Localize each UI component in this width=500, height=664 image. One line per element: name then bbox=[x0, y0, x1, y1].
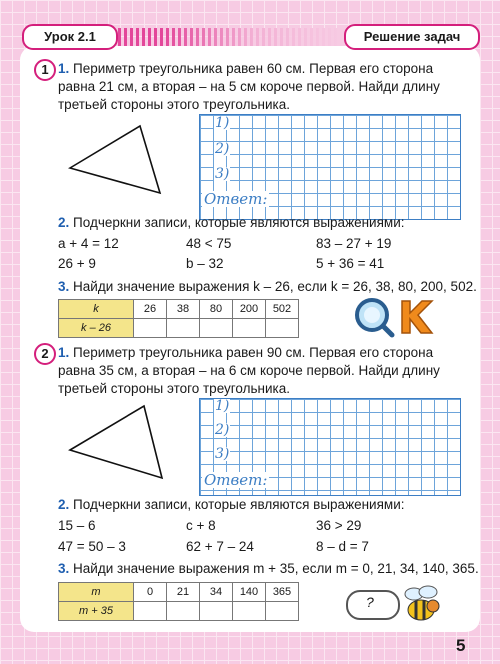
s2-task3-text: 3. Найди значение выражения m + 35, если m = 0, 21, 34, 140, 365. bbox=[58, 561, 479, 576]
s2-table-answer-cell[interactable] bbox=[167, 602, 200, 621]
s2-table-answer-cell[interactable] bbox=[134, 602, 167, 621]
s1-table-answer-cell[interactable] bbox=[134, 319, 167, 338]
s2-table-answer-cell[interactable] bbox=[200, 602, 233, 621]
s1-task1-line1: 1. Периметр треугольника равен 60 см. Первая его сторона bbox=[58, 61, 434, 76]
s1-triangle bbox=[66, 120, 166, 200]
s1-task3-text: 3. Найди значение выражения k – 26, если k = 26, 38, 80, 200, 502. bbox=[58, 279, 477, 294]
s1-table-answer-cell[interactable] bbox=[266, 319, 299, 338]
section-1-badge: 1 bbox=[34, 59, 56, 81]
s1-table-answer-cell[interactable] bbox=[167, 319, 200, 338]
s1-table-value: 80 bbox=[200, 300, 233, 319]
s2-table-value: 365 bbox=[266, 583, 299, 602]
s2-expr-6[interactable]: 8 – d = 7 bbox=[316, 539, 369, 554]
s2-table-answer-cell[interactable] bbox=[266, 602, 299, 621]
s1-table-value: 38 bbox=[167, 300, 200, 319]
s2-table-head-row1: m bbox=[59, 583, 134, 602]
s2-task1-line2: равна 35 см, а вторая – на 6 см короче первой. Найди длину bbox=[58, 363, 440, 378]
s1-task2-text: 2. Подчеркни записи, которые являются выражениями: bbox=[58, 215, 405, 230]
ok-magnifier-icon bbox=[350, 295, 446, 339]
topic-label: Решение задач bbox=[344, 24, 480, 50]
s1-expr-2[interactable]: 48 < 75 bbox=[186, 236, 232, 251]
s1-table-value: 26 bbox=[134, 300, 167, 319]
s1-table-value: 502 bbox=[266, 300, 299, 319]
s2-expr-1[interactable]: 15 – 6 bbox=[58, 518, 96, 533]
s1-table-value: 200 bbox=[233, 300, 266, 319]
s2-expr-3[interactable]: 36 > 29 bbox=[316, 518, 362, 533]
s1-table-head-row1: k bbox=[59, 300, 134, 319]
s1-table-head-row2: k – 26 bbox=[59, 319, 134, 338]
s1-task1-line2: равна 21 см, а вторая – на 5 см короче первой. Найди длину bbox=[58, 79, 440, 94]
thought-question-mark: ? bbox=[366, 594, 374, 610]
s2-value-table bbox=[58, 582, 299, 621]
s1-value-table bbox=[58, 299, 299, 338]
s2-grid-label-3: 3) bbox=[215, 446, 230, 462]
s1-answer-label: Ответ: bbox=[204, 190, 268, 208]
s2-expr-4[interactable]: 47 = 50 – 3 bbox=[58, 539, 126, 554]
s2-task1-line3: третьей стороны этого треугольника. bbox=[58, 381, 291, 396]
s2-table-head-row2: m + 35 bbox=[59, 602, 134, 621]
s2-table-value: 21 bbox=[167, 583, 200, 602]
s2-table-value: 0 bbox=[134, 583, 167, 602]
s2-table-value: 34 bbox=[200, 583, 233, 602]
s1-table-answer-cell[interactable] bbox=[200, 319, 233, 338]
s1-grid-label-1: 1) bbox=[215, 115, 230, 131]
s1-expr-6[interactable]: 5 + 36 = 41 bbox=[316, 256, 385, 271]
lesson-label: Урок 2.1 bbox=[22, 24, 118, 50]
s1-expr-1[interactable]: a + 4 = 12 bbox=[58, 236, 119, 251]
s2-answer-label: Ответ: bbox=[204, 471, 268, 489]
s2-expr-5[interactable]: 62 + 7 – 24 bbox=[186, 539, 254, 554]
bee-icon bbox=[398, 582, 444, 628]
s2-expr-2[interactable]: c + 8 bbox=[186, 518, 216, 533]
header-stripes-fade bbox=[118, 28, 344, 46]
s2-grid-label-1: 1) bbox=[215, 398, 230, 414]
s1-expr-3[interactable]: 83 – 27 + 19 bbox=[316, 236, 392, 251]
s1-expr-5[interactable]: b – 32 bbox=[186, 256, 224, 271]
s2-table-value: 140 bbox=[233, 583, 266, 602]
page-number: 5 bbox=[456, 636, 466, 655]
s1-grid-label-2: 2) bbox=[215, 141, 230, 157]
s1-expr-4[interactable]: 26 + 9 bbox=[58, 256, 96, 271]
s1-task1-line3: третьей стороны этого треугольника. bbox=[58, 97, 291, 112]
s1-grid-label-3: 3) bbox=[215, 166, 230, 182]
s2-triangle bbox=[62, 402, 166, 484]
s1-table-answer-cell[interactable] bbox=[233, 319, 266, 338]
s2-grid-label-2: 2) bbox=[215, 422, 230, 438]
s2-table-answer-cell[interactable] bbox=[233, 602, 266, 621]
section-2-badge: 2 bbox=[34, 343, 56, 365]
s2-task2-text: 2. Подчеркни записи, которые являются выражениями: bbox=[58, 497, 405, 512]
s2-task1-line1: 1. Периметр треугольника равен 90 см. Первая его сторона bbox=[58, 345, 434, 360]
